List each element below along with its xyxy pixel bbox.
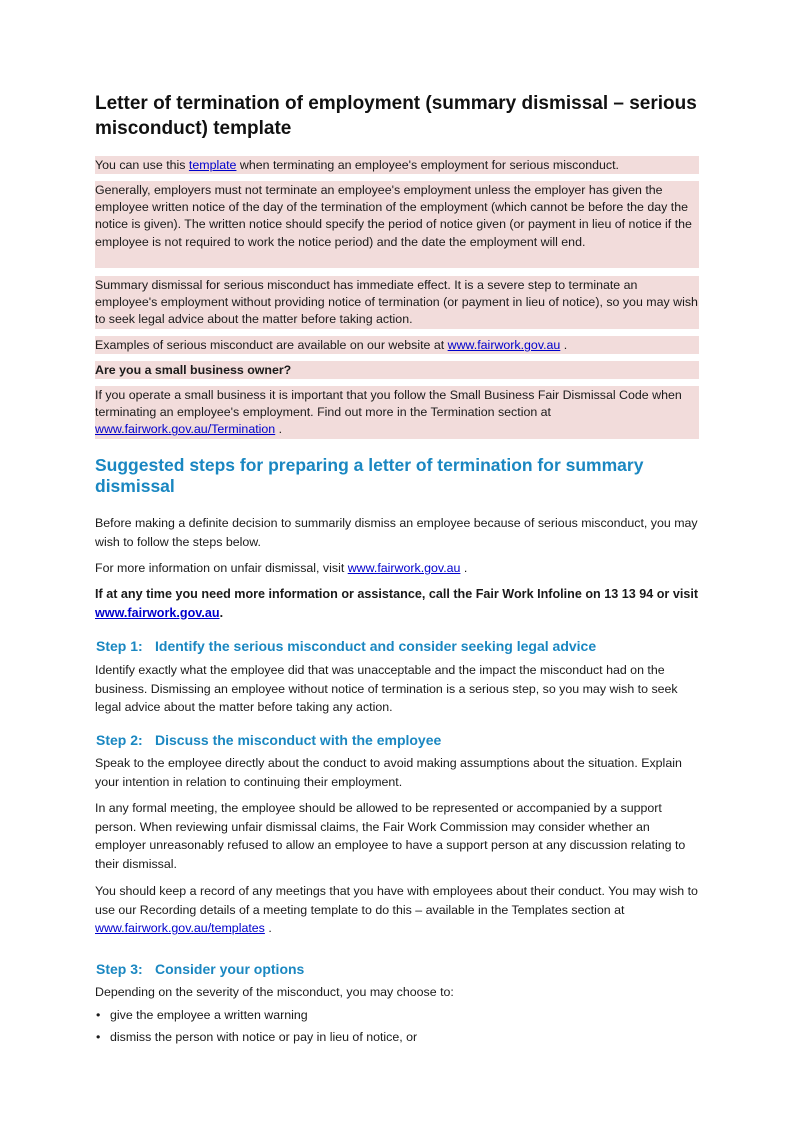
step-1-heading bbox=[96, 637, 700, 655]
step-2-text-3-post: . bbox=[264, 921, 272, 936]
template-link[interactable]: template bbox=[188, 158, 237, 172]
templates-link[interactable]: www.fairwork.gov.au/templates bbox=[95, 921, 265, 936]
infoline-text-post: . bbox=[219, 605, 224, 620]
step-3-text: Depending on the severity of the misconduct, you may choose to: bbox=[95, 985, 454, 999]
step-2-title: Discuss the misconduct with the employee bbox=[155, 732, 442, 748]
small-business-heading: Are you a small business owner? bbox=[95, 363, 292, 377]
step-1-text: Identify exactly what the employee did that was unacceptable and the impact the misconduct had on the business. Dismissing an employee without notice of termination is a serious step, so you may wish to seek legal advice about the matter before taking any action. bbox=[95, 663, 678, 715]
small-business-paragraph bbox=[95, 386, 699, 439]
before-paragraph: Before making a definite decision to summarily dismiss an employee because of serious misconduct, you may wish to follow the steps below. bbox=[95, 516, 698, 549]
infoline-paragraph bbox=[95, 585, 699, 622]
notice-text: Generally, employers must not terminate an employee's employment unless the employer has given the employee written notice of the day of the termination of the employment (which cannot be before the day the notice is given). The written notice should specify the period of notice given (or payment in lieu of notice if the employee is not required to work the notice period) and the date the employment will end. bbox=[95, 183, 692, 249]
section-heading: Suggested steps for preparing a letter of termination for summary dismissal bbox=[95, 455, 644, 496]
list-item bbox=[95, 1005, 417, 1027]
more-info-paragraph bbox=[95, 559, 699, 578]
step-3-options-list bbox=[95, 1005, 417, 1048]
intro-usage-note bbox=[95, 156, 699, 174]
step-2-text-1: Speak to the employee directly about the conduct to avoid making assumptions about the situation. Explain your intention in relation to continuing their employment. bbox=[95, 756, 682, 789]
small-business-text: If you operate a small business it is important that you follow the Small Business Fair Dismissal Code when terminating an employee's employment. Find out more in the Termination section at bbox=[95, 388, 682, 420]
intro-usage-text-pre: You can use this bbox=[95, 158, 189, 172]
more-info-text-pre: For more information on unfair dismissal, visit bbox=[95, 561, 348, 575]
bullet-icon: • bbox=[96, 1008, 101, 1022]
step-2-text-3-pre: You should keep a record of any meetings that you have with employees about their conduct. You may wish to use our Recording details of a meeting template to do this – available in the Templates section at bbox=[95, 884, 698, 917]
small-business-text-post: . bbox=[275, 422, 283, 437]
examples-text-pre: Examples of serious misconduct are available on our website at bbox=[95, 338, 448, 352]
step-2-heading bbox=[96, 731, 700, 749]
step-2-text-2: In any formal meeting, the employee should be allowed to be represented or accompanied by a support person. When reviewing unfair dismissal claims, the Fair Work Commission may consider whether an employer unreasonably refused to allow an employee to have a support person at any discussion relating to their dismissal. bbox=[95, 801, 686, 871]
step-2-text-3 bbox=[95, 882, 699, 938]
step-1-title: Identify the serious misconduct and consider seeking legal advice bbox=[155, 638, 597, 654]
step-3-heading bbox=[96, 960, 700, 978]
document-title: Letter of termination of employment (summary dismissal – serious misconduct) template bbox=[95, 93, 697, 139]
step-3-number: Step 3: bbox=[96, 961, 143, 977]
summary-dismissal-text: Summary dismissal for serious misconduct has immediate effect. It is a severe step to terminate an employee's employment without providing notice of termination (or payment in lieu of notice), so you may wish to seek legal advice about the matter before taking action. bbox=[95, 278, 698, 327]
intro-notice-paragraph bbox=[95, 181, 699, 268]
intro-summary-paragraph bbox=[95, 276, 699, 329]
bullet-icon: • bbox=[96, 1029, 101, 1044]
option-text: dismiss the person with notice or pay in lieu of notice, or bbox=[110, 1029, 418, 1044]
step-3-title: Consider your options bbox=[155, 961, 305, 977]
intro-usage-text-post: when terminating an employee's employment for serious misconduct. bbox=[236, 158, 619, 172]
termination-link[interactable]: www.fairwork.gov.au/Termination bbox=[95, 422, 276, 437]
step-1-number: Step 1: bbox=[96, 638, 143, 654]
list-item bbox=[95, 1027, 417, 1049]
fairwork-link[interactable]: www.fairwork.gov.au bbox=[447, 338, 561, 352]
step-2-number: Step 2: bbox=[96, 732, 143, 748]
intro-examples-line bbox=[95, 336, 699, 354]
fairwork-link-3[interactable]: www.fairwork.gov.au bbox=[95, 605, 220, 620]
option-text: give the employee a written warning bbox=[110, 1008, 308, 1022]
fairwork-link-2[interactable]: www.fairwork.gov.au bbox=[347, 561, 461, 575]
examples-text-post: . bbox=[560, 338, 568, 352]
small-business-heading-box bbox=[95, 361, 699, 379]
more-info-text-post: . bbox=[460, 561, 468, 575]
infoline-text: If at any time you need more information or assistance, call the Fair Work Infoline on 13 13 94 or visit bbox=[95, 587, 699, 601]
